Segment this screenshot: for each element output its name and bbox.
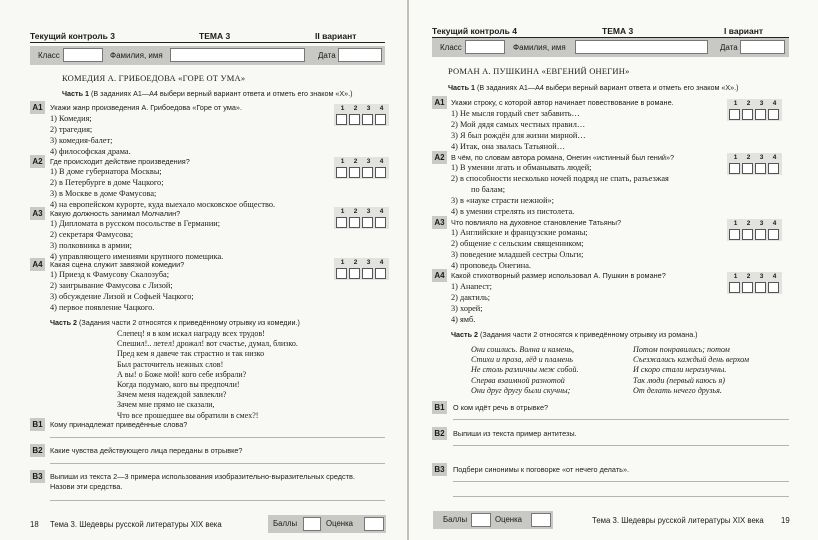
score-bar: Баллы Оценка [433,511,553,529]
answer-option: 3) хорей; [451,304,483,313]
answer-checkbox[interactable] [768,109,779,120]
answer-checkbox[interactable] [755,229,766,240]
header-rule [30,42,385,43]
question-number: B2 [30,444,45,457]
name-field[interactable] [170,48,305,62]
control-title: Текущий контроль 4 [432,26,517,36]
answer-option: 2) в Петербурге в доме Чацкого; [50,178,164,187]
answer-option: 4) управляющего имениями крупного помещика. [50,252,224,261]
answer-option: 3) полковника в армии; [50,241,132,250]
answer-option: 2) трагедия; [50,125,93,134]
right-page [409,0,818,540]
question-text: Выпиши из текста пример антитезы. [453,429,577,438]
answer-line[interactable] [453,496,789,497]
answer-option: 2) секретаря Фамусова; [50,230,134,239]
work-title: КОМЕДИЯ А. ГРИБОЕДОВА «ГОРЕ ОТ УМА» [62,73,246,83]
answer-option: 3) в Москве в доме Фамусова; [50,189,157,198]
grade-field[interactable] [364,517,384,531]
answer-checkbox[interactable] [755,282,766,293]
answer-option: 2) Мой дядя самых честных правил… [451,120,586,129]
answer-option: 4) Итак, она звалась Татьяной… [451,142,565,151]
answer-checkbox[interactable] [729,229,740,240]
tema-label: ТЕМА 3 [199,31,231,41]
part2-instruction: Часть 2 (Задания части 2 относятся к приведённому отрывку из романа.) [451,330,698,339]
control-title: Текущий контроль 3 [30,31,115,41]
answer-option: 1) Дипломата в русском посольстве в Германии; [50,219,221,228]
answer-checkbox[interactable] [375,217,386,228]
class-label: Класс [440,43,462,52]
work-title: РОМАН А. ПУШКИНА «ЕВГЕНИЙ ОНЕГИН» [448,66,630,76]
answer-checkbox[interactable] [349,217,360,228]
answer-option: 1) Анапест; [451,282,492,291]
answer-option: 1) Английские и французские романы; [451,228,588,237]
answer-checkbox[interactable] [362,167,373,178]
verse-excerpt-left: Они сошлись. Волна и камень, Стихи и проза, лёд и пламень Не столь различны меж собой. Сперва взаимной разнотой Они друг другу были скучны; [471,345,579,395]
answer-checkbox[interactable] [349,268,360,279]
answer-checkbox[interactable] [375,114,386,125]
answer-line[interactable] [50,463,385,464]
question-text: Выпиши из текста 2—3 примера использования изобразительно-выразительных средств. [50,472,355,481]
answer-option: 3) поведение младшей сестры Ольги; [451,250,584,259]
answer-grid: 1 2 3 4 [729,100,784,120]
part1-instruction: Часть 1 (В заданиях А1—А4 выбери верный вариант ответа и отметь его знаком «Х».) [62,89,353,98]
answer-grid: 1 2 3 4 [729,273,784,293]
question-text: В чём, по словам автора романа, Онегин «истинный был гений»? [451,153,675,162]
verse-excerpt-right: Потом понравились; потом Съезжались каждый день верхом И скоро стали неразлучны. Так люди (первый каюсь я) От делать нечего друзья. [633,345,750,395]
variant-label: I вариант [724,26,764,36]
answer-checkbox[interactable] [768,163,779,174]
answer-line[interactable] [50,500,385,501]
answer-checkbox[interactable] [768,229,779,240]
answer-line[interactable] [453,445,789,446]
question-number: A4 [432,269,447,282]
page-number: 18 [30,520,39,529]
answer-grid: 1 2 3 4 [336,259,391,279]
answer-line[interactable] [453,419,789,420]
question-text: Какие чувства действующего лица переданы в отрывке? [50,446,243,455]
answer-option: 2) в способности несколько ночей подряд не спать, разъезжая [451,174,669,183]
left-page [0,0,407,540]
answer-grid: 1 2 3 4 [336,105,391,125]
answer-checkbox[interactable] [336,167,347,178]
question-text: Назови эти средства. [50,482,123,491]
answer-checkbox[interactable] [349,114,360,125]
answer-checkbox[interactable] [755,163,766,174]
part2-instruction: Часть 2 (Задания части 2 относятся к приведённому отрывку из комедии.) [50,318,300,327]
answer-checkbox[interactable] [729,109,740,120]
answer-checkbox[interactable] [742,109,753,120]
answer-option: 4) проповедь Онегина. [451,261,531,270]
question-number: B1 [432,401,447,414]
question-number: A1 [432,96,447,109]
answer-grid: 1 2 3 4 [336,208,391,228]
answer-option: 3) обсуждение Лизой и Софьей Чацкого; [50,292,194,301]
answer-checkbox[interactable] [375,268,386,279]
question-number: B2 [432,427,447,440]
answer-checkbox[interactable] [362,114,373,125]
tema-label: ТЕМА 3 [602,26,634,36]
question-number: A2 [432,151,447,164]
answer-grid: 1 2 3 4 [729,220,784,240]
grade-field[interactable] [531,513,551,527]
answer-grid: 1 2 3 4 [336,158,391,178]
answer-option: 2) заигрывание Фамусова с Лизой; [50,281,173,290]
answer-checkbox[interactable] [349,167,360,178]
footer-title: Тема 3. Шедевры русской литературы XIX века [592,516,764,525]
answer-option: 2) дактиль; [451,293,491,302]
answer-checkbox[interactable] [742,282,753,293]
verse-excerpt: Слепец! я в ком искал награду всех трудов! Спешил!.. летел! дрожал! вот счастье, думал, близко. Пред кем я давече так страстно и так низко Был расточитель нежных слов! А вы! о Боже мой! кого себе избрали? Когда подумаю, кого вы предпочли! Зачем меня надеждой завлекли? Зачем мне прямо не сказали, Что все прошедшее вы обратили в смех?! [117,329,298,420]
date-field[interactable] [740,40,785,54]
answer-option: 1) В умении лгать и обманывать людей; [451,163,592,172]
name-field[interactable] [575,40,708,54]
answer-option: 4) в умении стрелять из пистолета. [451,207,575,216]
answer-checkbox[interactable] [336,217,347,228]
class-field[interactable] [63,48,103,62]
answer-checkbox[interactable] [742,229,753,240]
question-number: B3 [432,463,447,476]
question-number: A4 [30,258,45,271]
question-text: Где происходит действие произведения? [50,157,190,166]
question-number: A3 [432,216,447,229]
date-field[interactable] [338,48,382,62]
answer-checkbox[interactable] [729,282,740,293]
answer-option: 1) Приезд к Фамусову Скалозуба; [50,270,170,279]
question-text: О ком идёт речь в отрывке? [453,403,549,412]
score-field[interactable] [303,517,321,531]
answer-option: 3) Я был рождён для жизни мирной… [451,131,586,140]
question-number: B1 [30,418,45,431]
question-text: Укажи строку, с которой автор начинает повествование в романе. [451,98,674,107]
answer-checkbox[interactable] [768,282,779,293]
question-text: Укажи жанр произведения А. Грибоедова «Горе от ума». [50,103,242,112]
answer-option: 4) философская драма. [50,147,131,156]
question-text: Какую должность занимал Молчалин? [50,209,181,218]
answer-option: 4) ямб. [451,315,476,324]
question-text: Что повлияло на духовное становление Татьяны? [451,218,622,227]
question-number: A2 [30,155,45,168]
answer-option: 2) общение с сельским священником; [451,239,584,248]
answer-option: 1) Не мысля гордый свет забавить… [451,109,580,118]
answer-checkbox[interactable] [362,217,373,228]
student-info-bar [432,38,789,57]
variant-label: II вариант [315,31,357,41]
question-number: A1 [30,101,45,114]
answer-option: 4) на европейском курорте, куда выехало московское общество. [50,200,276,209]
name-label: Фамилия, имя [513,43,566,52]
part1-instruction: Часть 1 (В заданиях А1—А4 выбери верный вариант ответа и отметь его знаком «Х».) [448,83,739,92]
answer-checkbox[interactable] [362,268,373,279]
answer-line[interactable] [50,437,385,438]
footer-title: Тема 3. Шедевры русской литературы XIX века [50,520,222,529]
question-text: Какая сцена служит завязкой комедии? [50,260,185,269]
answer-checkbox[interactable] [375,167,386,178]
answer-option: 4) первое появление Чацкого. [50,303,155,312]
student-info-bar [30,46,385,65]
answer-option: 3) комедия-балет; [50,136,113,145]
answer-checkbox[interactable] [755,109,766,120]
class-label: Класс [38,51,60,60]
answer-line[interactable] [453,481,789,482]
class-field[interactable] [465,40,505,54]
question-number: B3 [30,470,45,483]
date-label: Дата [720,43,738,52]
question-text: Подбери синонимы к поговорке «от нечего делать». [453,465,630,474]
date-label: Дата [318,51,336,60]
answer-checkbox[interactable] [336,114,347,125]
question-text: Какой стихотворный размер использовал А. Пушкин в романе? [451,271,666,280]
answer-option: 1) В доме губернатора Москвы; [50,167,162,176]
answer-grid: 1 2 3 4 [729,154,784,174]
score-bar: Баллы Оценка [268,515,386,533]
score-field[interactable] [471,513,491,527]
name-label: Фамилия, имя [110,51,163,60]
answer-option: 1) Комедия; [50,114,92,123]
answer-option: 3) в «науке страсти нежной»; [451,196,554,205]
question-number: A3 [30,207,45,220]
answer-checkbox[interactable] [742,163,753,174]
answer-checkbox[interactable] [729,163,740,174]
answer-option: по балам; [471,185,506,194]
answer-checkbox[interactable] [336,268,347,279]
page-number: 19 [781,516,790,525]
question-text: Кому принадлежат приведённые слова? [50,420,188,429]
